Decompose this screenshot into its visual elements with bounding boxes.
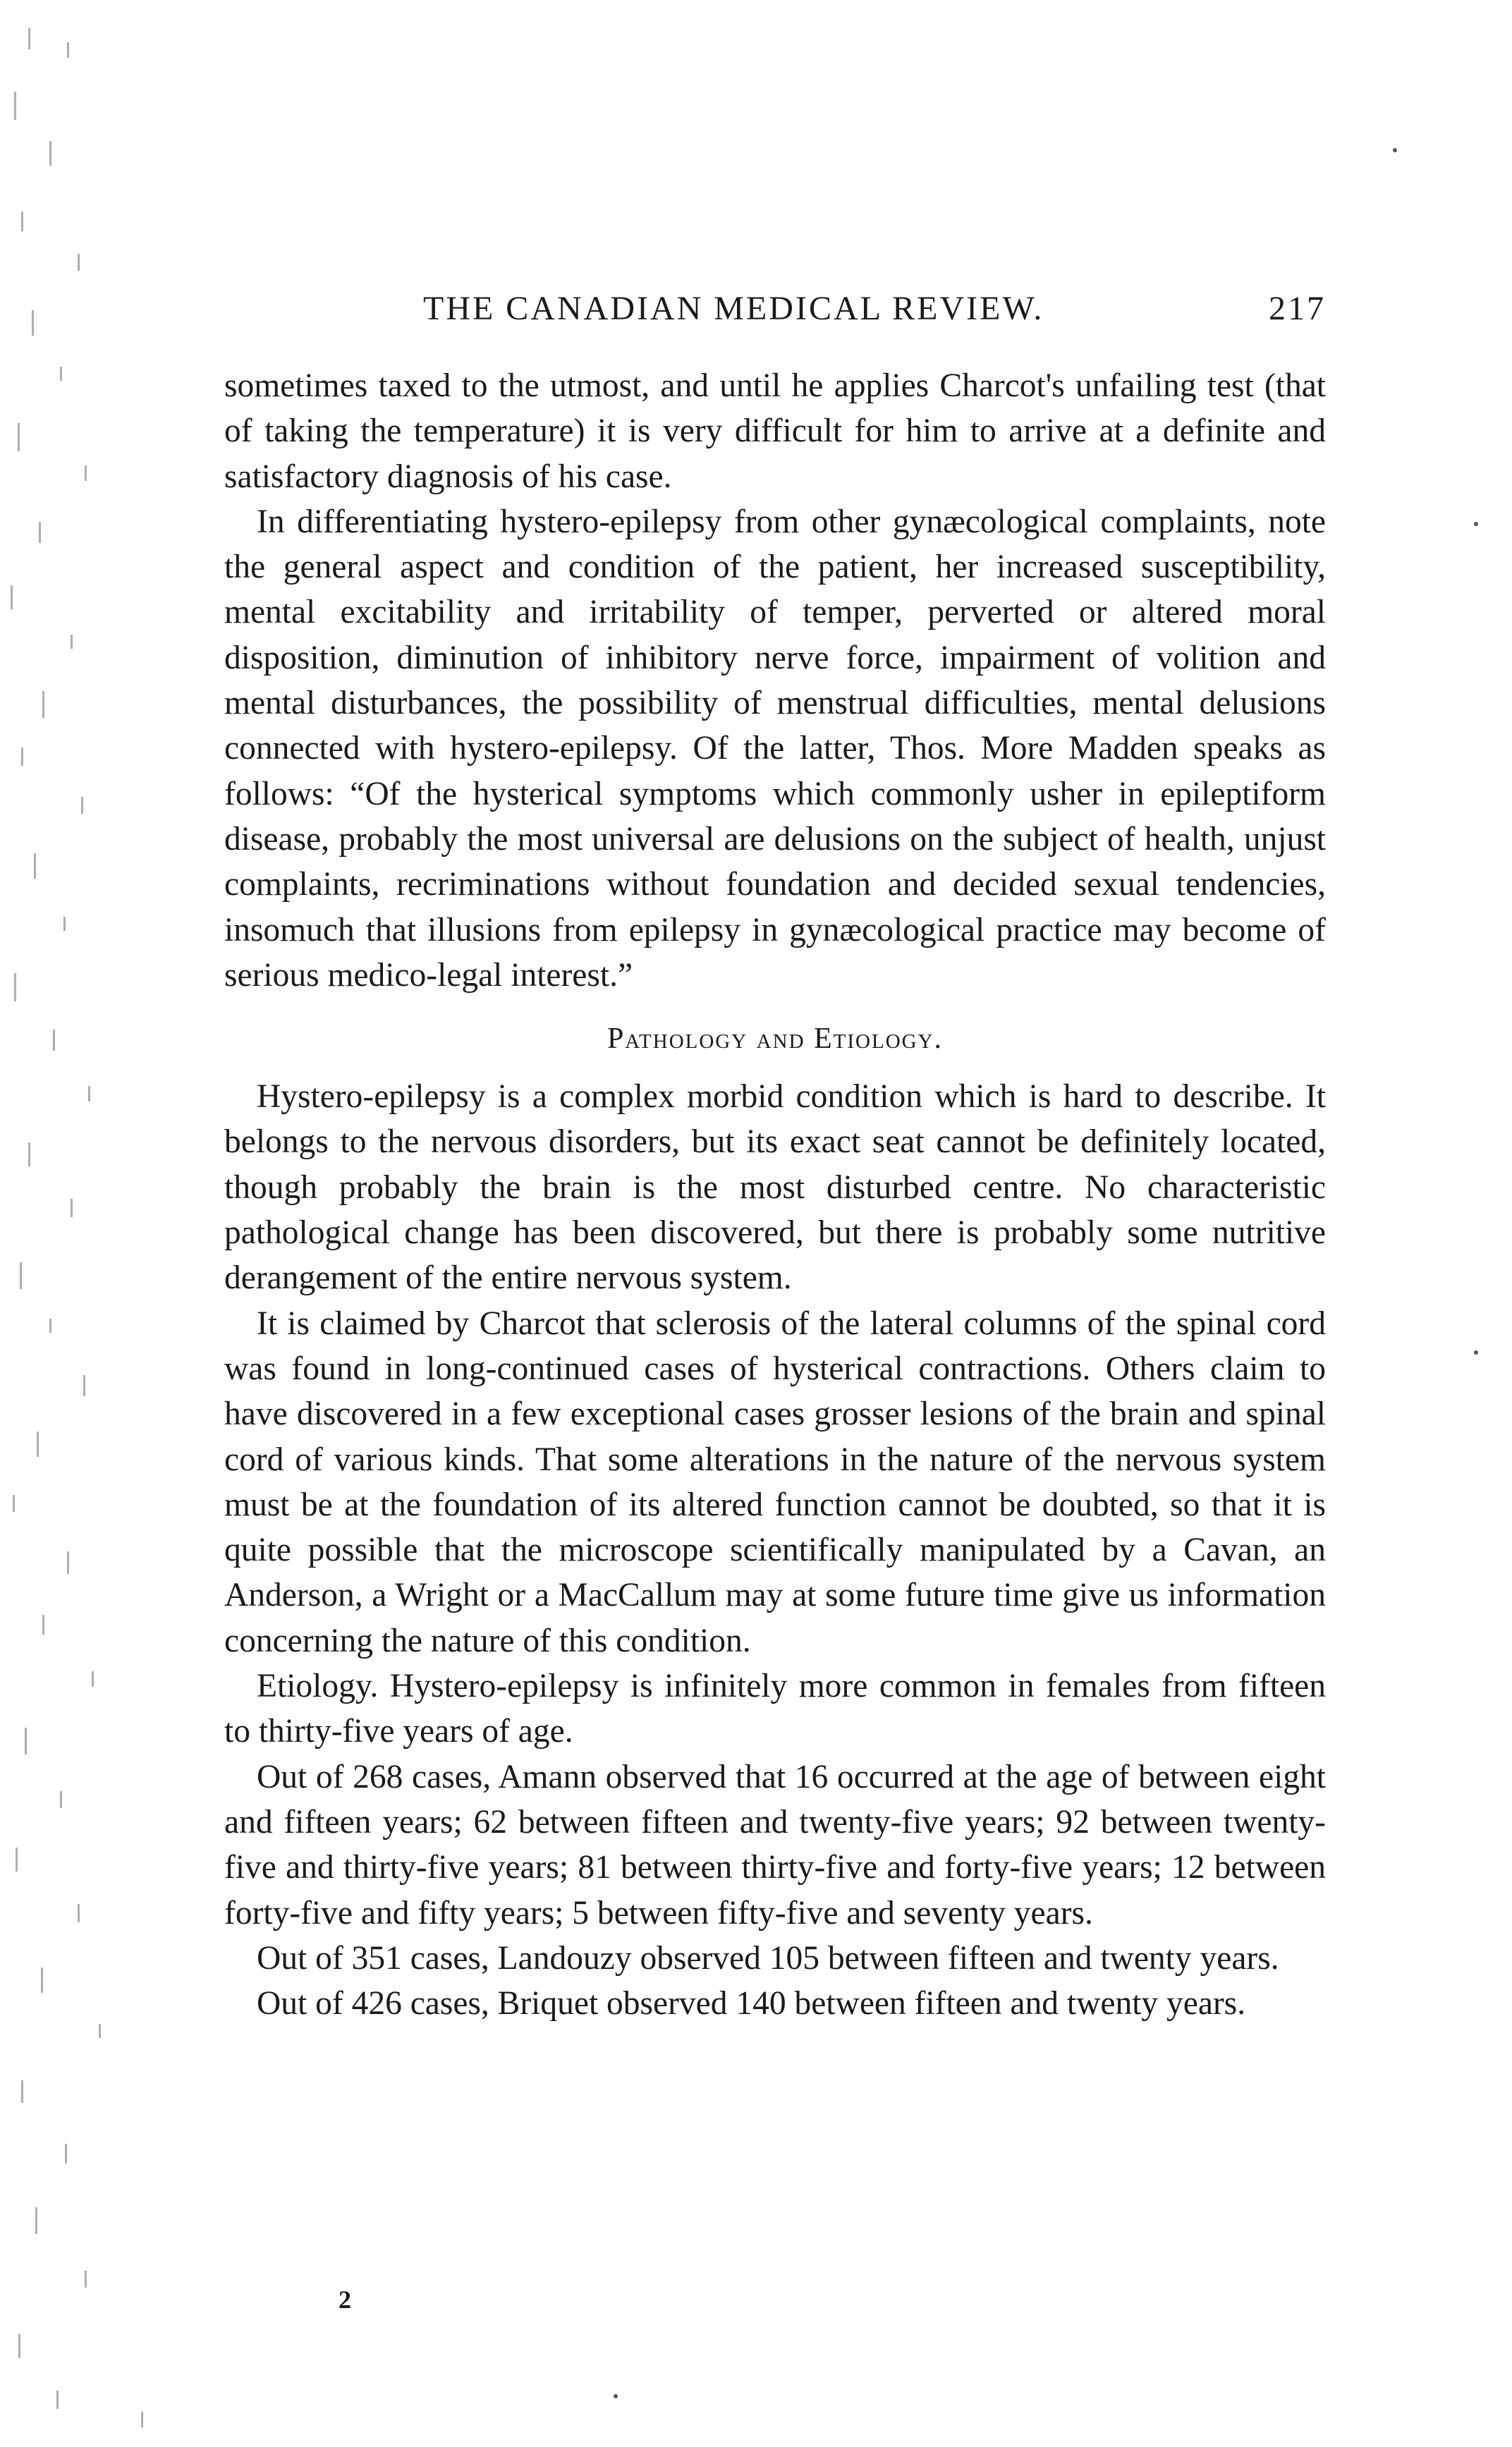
paragraph-etiology: Etiology. Hystero-epilepsy is infinitely more common in females from fifteen to thirty-five years of age. [224, 1668, 1326, 1750]
journal-title: THE CANADIAN MEDICAL REVIEW. [423, 290, 1044, 327]
paragraph-amann: Out of 268 cases, Amann observed that 16 occurred at the age of between eight and fifteen years; 62 between fifteen and twenty-five years; 92 between twenty-five and thirty-five years; 81 between thirty-five and forty-five years; 12 between forty-five and fifty years; 5 between fifty-five and seventy years. [224, 1758, 1326, 1932]
scan-speck [1474, 522, 1478, 526]
paragraph-briquet: Out of 426 cases, Briquet observed 140 between fifteen and twenty years. [257, 1985, 1246, 2022]
scan-speck [1474, 1350, 1478, 1355]
scan-speck [1393, 148, 1397, 152]
scan-margin-artifacts [0, 0, 183, 2447]
signature-mark: 2 [339, 2286, 351, 2314]
body-text [224, 363, 1326, 2026]
scan-speck [614, 2394, 618, 2398]
running-head [226, 289, 1326, 338]
paragraph-pathology: Hystero-epilepsy is a complex morbid condition which is hard to describe. It belongs to the nervous disorders, but its exact seat cannot be definitely located, though probably the brain is the most disturbed centre. No characteristic pathological change has been discovered, but there is probably some nutritive derangement of the entire nervous system. [224, 1078, 1326, 1297]
paragraph-differentiating: In differentiating hystero-epilepsy from other gynæcological complaints, note the general aspect and condition of the patient, her increased susceptibility, mental excitability and irritability of temper, perverted or altered moral disposition, diminution of inhibitory nerve force, impairment of volition and mental disturbances, the possibility of menstrual difficulties, mental delusions connected with hystero-epilepsy. Of the latter, Thos. More Madden speaks as follows: “Of the hysterical symptoms which commonly usher in epileptiform disease, probably the most universal are delusions on the subject of health, unjust complaints, recriminations without foundation and decided sexual tendencies, insomuch that illusions from epilepsy in gynæcological practice may become of serious medico-legal interest.” [224, 503, 1326, 994]
paragraph-continued: sometimes taxed to the utmost, and until he applies Charcot's unfailing test (that of taking the temperature) it is very difficult for him to arrive at a definite and satisfactory diagnosis of his case. [224, 367, 1326, 495]
paragraph-charcot: It is claimed by Charcot that sclerosis of the lateral columns of the spinal cord was found in long-continued cases of hysterical contractions. Others claim to have discovered in a few exceptional cases grosser lesions of the brain and spinal cord of various kinds. That some alterations in the nature of the nervous system must be at the foundation of its altered function cannot be doubted, so that it is quite possible that the microscope scientifically manipulated by a Cavan, an Anderson, a Wright or a MacCallum may at some future time give us information concerning the nature of this condition. [224, 1305, 1326, 1659]
page-number: 217 [1269, 290, 1326, 327]
paragraph-landouzy: Out of 351 cases, Landouzy observed 105 between fifteen and twenty years. [257, 1939, 1279, 1977]
section-heading: Pathology and Etiology. [606, 1023, 944, 1056]
